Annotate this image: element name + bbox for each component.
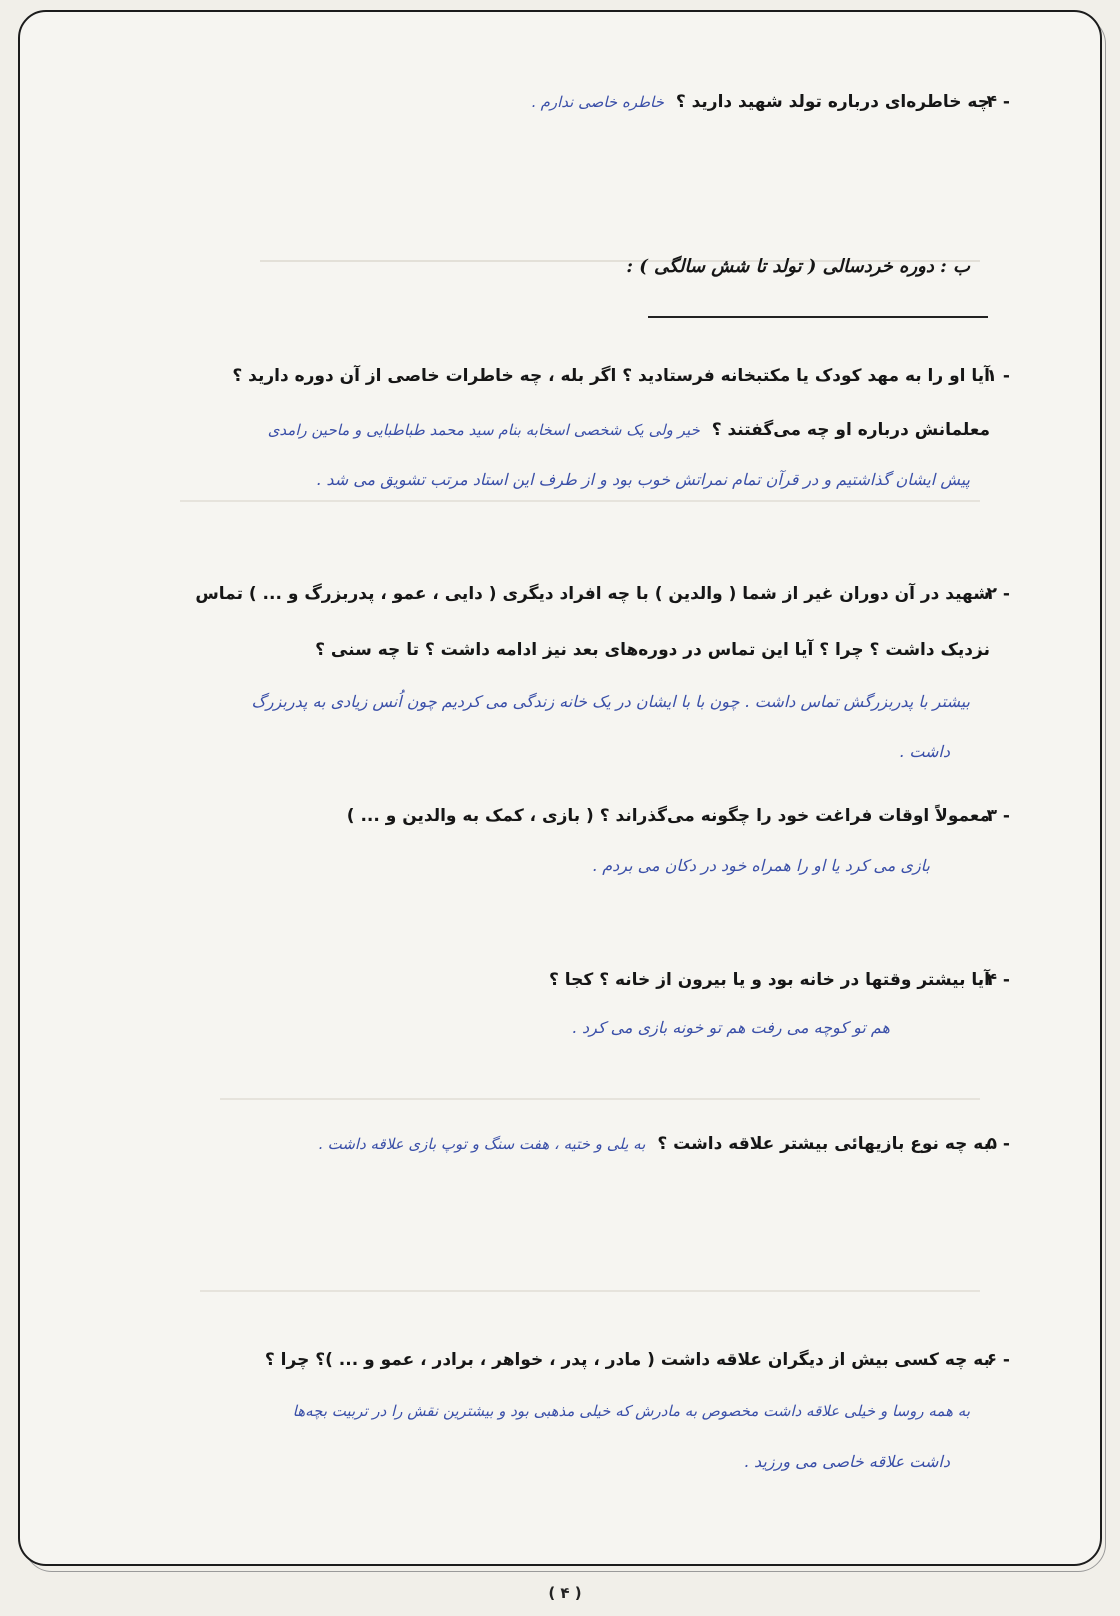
question-text xyxy=(130,92,990,112)
bleed-through-mark xyxy=(220,1098,980,1100)
question-number: ۱ - xyxy=(986,366,1010,386)
question-prompt: چه خاطره‌ای درباره تولد شهید دارید ؟ xyxy=(675,92,990,112)
question-prompt: معلمانش درباره او چه می‌گفتند ؟ xyxy=(711,420,990,440)
section-underline xyxy=(648,316,988,318)
question-text: به چه کسی بیش از دیگران علاقه داشت ( مادر ، پدر ، خواهر ، برادر ، عمو و ... )؟ چرا ؟ xyxy=(264,1350,990,1370)
handwritten-answer: خاطره‌ خاصی ندارم . xyxy=(531,93,664,111)
question-text: آیا بیشتر وقتها در خانه بود و یا بیرون از خانه ؟ کجا ؟ xyxy=(548,970,990,990)
question-text-continued xyxy=(130,420,990,440)
question-text xyxy=(130,1134,990,1154)
handwritten-answer: هم تو کوچه می رفت هم تو خونه بازی می کرد . xyxy=(571,1018,890,1037)
question-number: ۲ - xyxy=(986,584,1010,604)
question-prompt: به چه نوع بازیهائی بیشتر علاقه داشت ؟ xyxy=(657,1134,990,1154)
question-text: معمولاً اوقات فراغت خود را چگونه می‌گذراند ؟ ( بازی ، کمک به والدین و ... ) xyxy=(346,806,990,826)
section-title: ب : دوره خردسالی ( تولد تا شش سالگی ) : xyxy=(626,256,970,277)
bleed-through-mark xyxy=(200,1290,980,1292)
handwritten-answer: خیر ولی یک شخصی اسخابه بنام سید محمد طباطبایی و ماحین رامدی xyxy=(267,421,700,439)
question-number: ۵ - xyxy=(986,1134,1010,1154)
page-number: ( ۴ ) xyxy=(548,1584,582,1602)
handwritten-answer: به همه روسا و خیلی علاقه داشت مخصوص به مادرش که خیلی مذهبی بود و بیشترین نقش را در تربیت بچه‌ها xyxy=(292,1402,970,1420)
handwritten-answer-continued: داشت . xyxy=(899,742,950,761)
question-number: ۴ - xyxy=(986,92,1010,112)
question-text: شهید در آن دوران غیر از شما ( والدین ) با چه افراد دیگری ( دایی ، عمو ، پدربزرگ و ... ) تماس xyxy=(195,584,990,604)
question-text-continued: نزدیک داشت ؟ چرا ؟ آیا این تماس در دوره‌های بعد نیز ادامه داشت ؟ تا چه سنی ؟ xyxy=(315,640,990,660)
question-text: آیا او را به مهد کودک یا مکتبخانه فرستادید ؟ اگر بله ، چه خاطرات خاصی از آن دوره دارید ؟ xyxy=(232,366,990,386)
handwritten-answer-continued: داشت علاقه خاصی می ورزید . xyxy=(743,1452,950,1471)
handwritten-answer: بازی می کرد یا او را همراه خود در دکان می بردم . xyxy=(592,856,930,875)
bleed-through-mark xyxy=(180,500,980,502)
handwritten-answer: پیش ایشان گذاشتیم و در قرآن تمام نمراتش خوب بود و از طرف این استاد مرتب تشویق می شد . xyxy=(316,470,970,489)
handwritten-answer: بیشتر با پدربزرگش تماس داشت . چون با با ایشان در یک خانه زندگی می کردیم چون اُنس زیادی به پدربزرگ xyxy=(251,692,970,711)
question-number: ۳ - xyxy=(986,806,1010,826)
handwritten-answer: به یلی و ختیه ، هفت سنگ و توپ بازی علاقه داشت . xyxy=(318,1135,646,1153)
question-number: ۶ - xyxy=(986,1350,1010,1370)
question-number: ۴ - xyxy=(986,970,1010,990)
